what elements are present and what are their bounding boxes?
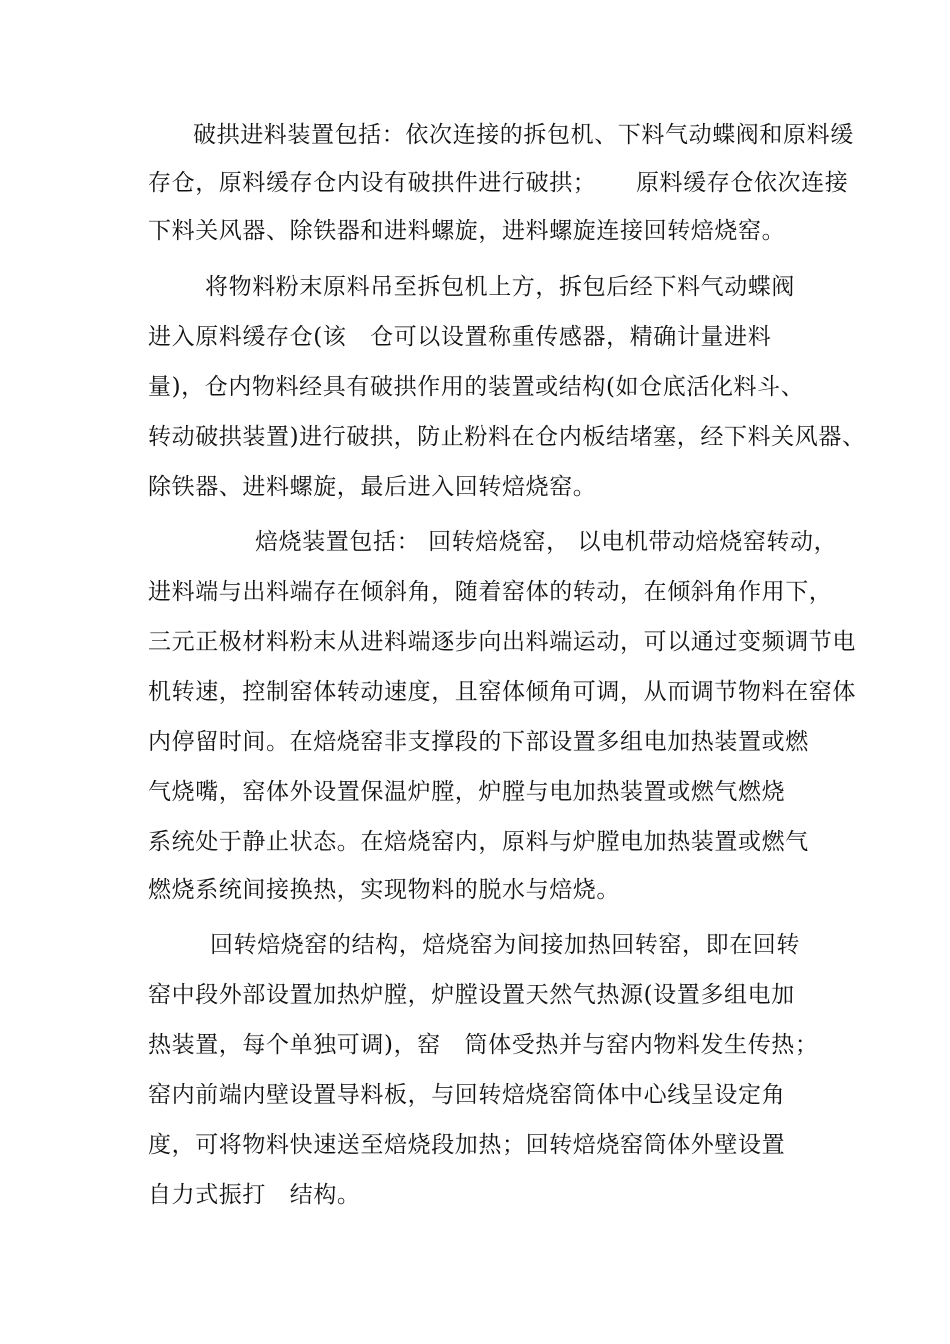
text-line: 窑内前端内壁设置导料板，与回转焙烧窑筒体中心线呈设定角 — [148, 1082, 786, 1108]
text-line: 量)，仓内物料经具有破拱作用的装置或结构(如仓底活化料斗、 — [148, 374, 805, 400]
text-line: 内停留时间。在焙烧窑非支撑段的下部设置多组电加热装置或燃 — [148, 729, 809, 755]
text-line: 热装置，每个单独可调)，窑 筒体受热并与窑内物料发生传热； — [148, 1032, 819, 1058]
text-line: 燃烧系统间接换热，实现物料的脱水与焙烧。 — [148, 877, 620, 903]
text-line: 进入原料缓存仓(该 仓可以设置称重传感器，精确计量进料 — [148, 324, 772, 350]
text-line: 度，可将物料快速送至焙烧段加热；回转焙烧窑筒体外壁设置 — [148, 1132, 786, 1158]
text-line: 进料端与出料端存在倾斜角，随着窑体的转动，在倾斜角作用下， — [148, 579, 833, 605]
text-line: 转动破拱装置)进行破拱，防止粉料在仓内板结堵塞，经下料关风器、 — [148, 424, 866, 450]
text-line: 下料关风器、除铁器和进料螺旋，进料螺旋连接回转焙烧窑。 — [148, 218, 786, 244]
text-line: 回转焙烧窑的结构，焙烧窑为间接加热回转窑，即在回转 — [210, 932, 800, 958]
text-line: 存仓，原料缓存仓内设有破拱件进行破拱； 原料缓存仓依次连接 — [148, 170, 849, 196]
text-line: 气烧嘴，窑体外设置保温炉膛，炉膛与电加热装置或燃气燃烧 — [148, 779, 786, 805]
text-line: 系统处于静止状态。在焙烧窑内，原料与炉膛电加热装置或燃气 — [148, 829, 809, 855]
text-line: 窑中段外部设置加热炉膛，炉膛设置天然气热源(设置多组电加 — [148, 982, 795, 1008]
text-line: 自力式振打 结构。 — [148, 1182, 361, 1208]
text-line: 破拱进料装置包括：依次连接的拆包机、下料气动蝶阀和原料缓 — [193, 122, 854, 148]
text-line: 三元正极材料粉末从进料端逐步向出料端运动，可以通过变频调节电 — [148, 629, 856, 655]
text-line: 焙烧装置包括： 回转焙烧窑， 以电机带动焙烧窑转动， — [255, 529, 838, 555]
text-line: 除铁器、进料螺旋，最后进入回转焙烧窑。 — [148, 474, 597, 500]
text-line: 机转速，控制窑体转动速度，且窑体倾角可调，从而调节物料在窑体 — [148, 679, 856, 705]
text-line: 将物料粉末原料吊至拆包机上方，拆包后经下料气动蝶阀 — [205, 274, 795, 300]
